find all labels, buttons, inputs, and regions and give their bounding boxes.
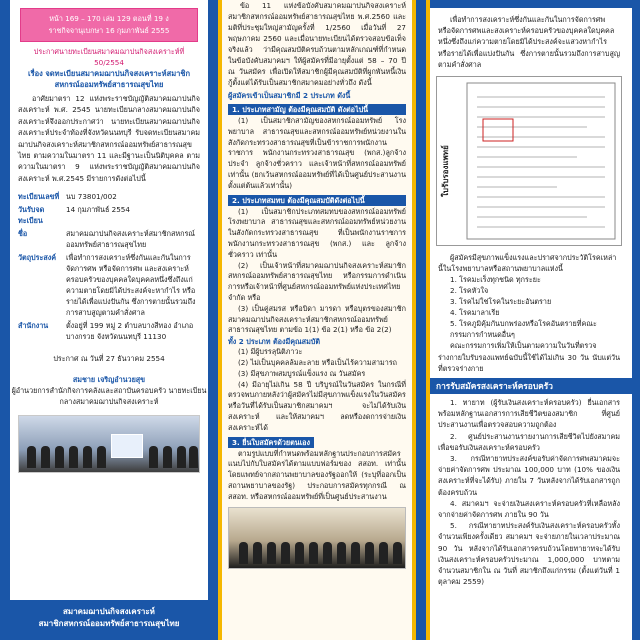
benefits-intro-wrap	[438, 14, 620, 70]
footer-line-1: สมาคมฌาปนกิจสงเคราะห์	[63, 607, 155, 616]
requirements-list	[438, 274, 620, 340]
declaration-heading	[18, 46, 200, 90]
column-membership	[218, 0, 416, 640]
ordinary-criteria	[228, 116, 406, 192]
family-benefit-steps	[438, 397, 620, 587]
info-key: วัตถุประสงค์	[18, 253, 57, 263]
declaration-number: ประกาศนายทะเบียนสมาคมฌาปนกิจสงเคราะห์ที่ 50/2554	[33, 47, 185, 67]
requirements-outro: คณะกรรมการเพิ่มให้เป็นตามความในวันที่ตรวจร่างกายใบรับรองแพทย์ฉบับนี้ใช้ได้ไม่เกิน 30 วัน นับแต่วันที่ตรวจร่างกาย	[438, 341, 620, 373]
footer-line-2: สมาชิกสหกรณ์ออมทรัพย์สาธารณสุขไทย	[38, 619, 180, 628]
list-item: 3. กรณีทายาทประสงค์ขอรับค่าจัดการศพสมาคมจะจ่ายค่าจัดการศพ ประมาณ 100,000 บาท (10% ของเงินสงเคราะห์ที่จะได้รับ) ภายใน 7 วันหลังจากได้รับเอกสารถูกต้องครบถ้วน	[438, 454, 620, 497]
declaration-title: เรื่อง จดทะเบียนสมาคมฌาปนกิจสงเคราะห์สมาชิกสหกรณ์ออมทรัพย์สาธารณสุขไทย	[28, 69, 190, 89]
list-item: 5. กรณีทายาทประสงค์รับเงินสงเคราะห์ครอบครัวทั้งจำนวนเพียงครั้งเดียว สมาคมฯ จะจ่ายภายในเวลาประมาณ 90 วัน หลังจากได้รับเอกสารครบถ้วนโดยทายาทจะได้รับเงินสงเคราะห์ครอบครัวประมาณ 1,000,000 บาทตามจำนวนสมาชิกใน ณ วันที่ สมาชิกถึงแก่กรรม (ตั้งแต่วันที่ 1 ตุลาคม 2559)	[438, 521, 620, 587]
type-associate-bar: 2. ประเภทสมทบ ต้องมีคุณสมบัติดังต่อไปนี้	[228, 195, 406, 206]
info-key: วันรับจดทะเบียน	[18, 205, 45, 226]
certificate-form-graphic	[437, 77, 621, 245]
gazette-line-2: ราชกิจจานุเบกษา 16 กุมภาพันธ์ 2555	[48, 26, 170, 35]
membership-content	[228, 0, 406, 503]
signer-title: ผู้อำนวยการสำนักกิจการคลังและสถาบันครอบครัว นายทะเบียนกลางสมาคมฌาปนกิจสงเคราะห์	[11, 386, 207, 407]
requirements-wrap	[438, 252, 620, 374]
announcement-paragraph: อาศัยมาตรา 12 แห่งพระราชบัญญัติสมาคมฌาปนกิจสงเคราะห์ พ.ศ. 2545 นายทะเบียนกลางสมาคมฌาปนกิจสงเคราะห์จึงออกประกาศว่า นายทะเบียนสมาคมฌาปนกิจสงเคราะห์ประจำท้องที่จังหวัดนนทบุรี รับจดทะเบียนสมาคมฌาปนกิจสงเคราะห์สมาชิกสหกรณ์ออมทรัพย์สาธารณสุขไทย ตามความในมาตรา 11 และมีฐานะเป็นนิติบุคคล ตามความในมาตรา 9 แห่งพระราชบัญญัติสมาคมฌาปนกิจสงเคราะห์ พ.ศ.2545 มีรายการดังต่อไปนี้	[18, 94, 200, 183]
group-photo	[18, 415, 200, 473]
common-criteria-heading: ทั้ง 2 ประเภท ต้องมีคุณสมบัติ	[228, 337, 321, 347]
list-item: 4. สมาคมฯ จะจ่ายเงินสงเคราะห์ครอบครัวที่เหลือหลังจากจ่ายค่าจัดการศพ ภายใน 90 วัน	[438, 498, 620, 520]
column-announcement	[10, 0, 208, 640]
announcement-date: ประกาศ ณ วันที่ 27 ธันวาคม 2554	[53, 354, 165, 364]
info-key: สำนักงาน	[18, 321, 49, 331]
type-ordinary-bar: 1. ประเภทสามัญ ต้องมีคุณสมบัติ ดังต่อไปนี้	[228, 104, 406, 115]
top-band	[426, 0, 632, 8]
list-item: 5. โรคภูมิคุ้มกันบกพร่องหรือโรคอันตรายที่คณะกรรมการกำหนดอื่นๆ	[450, 319, 597, 340]
list-item: (3) มีสุขภาพสมบูรณ์แข็งแรง ณ วันสมัคร	[238, 368, 366, 378]
info-value: 14 กุมภาพันธ์ 2554	[66, 205, 130, 215]
meeting-photo	[228, 507, 406, 569]
list-item: 2. โรคหัวใจ	[450, 286, 489, 296]
apply-in-person-text: ตามรูปแบบที่กำหนดพร้อมหลักฐานประกอบการสมัครแนบไปกับใบสมัครได้ตามแบบฟอร์มของ สสอท. เท่านั้น โดยแพทย์จากสถานพยาบาลของรัฐออกให้ (ระบุที่ออกเป็นสถานพยาบาลของรัฐ) ประกอบการสมัครทุกกรณี ณ สสอท. หรือสหกรณ์ออมทรัพย์ที่เป็นศูนย์ประสานงาน	[228, 448, 406, 501]
accent-stripe	[426, 0, 430, 640]
list-item: (3) เป็นคู่สมรส หรือบิดา มารดา หรือบุตรของสมาชิกสมาคมฌาปนกิจสงเคราะห์สมาชิกสหกรณ์ออมทรัพย์สาธารณสุขไทย ตามข้อ 1(1) ข้อ 2(1) หรือ ข้อ 2(2)	[228, 303, 406, 335]
list-item: (2) ไม่เป็นบุคคลล้มละลาย หรือเป็นไร้ความสามารถ	[238, 357, 398, 367]
accent-stripe-right	[412, 0, 416, 640]
list-item: (1) มีผู้บรรลุนิติภาวะ	[238, 347, 303, 357]
membership-intro: ข้อ 11 แห่งข้อบังคับสมาคมฌาปนกิจสงเคราะห์สมาชิกสหกรณ์ออมทรัพย์สาธารณสุขไทย พ.ศ.2560 และมติที่ประชุมใหญ่สามัญครั้งที่ 1/2560 เมื่อวันที่ 27 พฤษภาคม 2560 และเมื่อนายทะเบียนได้ตรวจสอบข้อเท็จจริงแล้ว ว่ามีคุณสมบัติครบถ้วนตามหลักเกณฑ์ที่กำหนดในข้อบังคับสมาคมฯ ให้ผู้สมัครที่มีอายุตั้งแต่ 58 – 70 ปี ณ วันสมัคร เพื่อเปิดให้สมาชิกผู้มีคุณสมบัติที่ผูกพันหนี้เงินกู้ตั้งแต่ได้รับเป็นสมาชิกสมาคมอย่างทั่วถึง ดังนี้	[228, 1, 406, 87]
certificate-label: ใบรับรองแพทย์	[441, 145, 450, 198]
column-benefits	[426, 0, 632, 640]
associate-criteria	[228, 207, 406, 337]
membership-heading: ผู้สมัครเข้าเป็นสมาชิกมี 2 ประเภท ดังนี้	[228, 91, 351, 100]
registration-info-table	[18, 190, 200, 343]
common-criteria	[228, 347, 406, 433]
info-value: สมาคมฌาปนกิจสงเคราะห์สมาชิกสหกรณ์ออมทรัพย์สาธารณสุขไทย	[66, 229, 195, 250]
association-footer	[10, 600, 208, 640]
info-row	[18, 251, 200, 319]
medical-certificate-image	[436, 76, 622, 246]
list-item: 3. โรคไม่ใช่โรคในระยะอันตราย	[450, 297, 552, 307]
info-key: ชื่อ	[18, 229, 28, 239]
info-key: ทะเบียนเลขที่	[18, 192, 60, 202]
info-row	[18, 227, 200, 251]
list-item: (1) เป็นสมาชิกประเภทสมทบของสหกรณ์ออมทรัพย์โรงพยาบาล สาธารณสุขและสหกรณ์ออมทรัพย์หน่วยงานในสังกัดกระทรวงสาธารณสุข ที่เป็นพนักงานราชการ พนักงานกระทรวงสาธารณสุข (พกส.) และ ลูกจ้างชั่วคราว เท่านั้น	[228, 206, 406, 259]
list-item: 2. ศูนย์ประสานงานรายงานการเสียชีวิตไปยังสมาคมเพื่อขอรับเงินสงเคราะห์ครอบครัว	[438, 431, 620, 452]
gazette-reference-box	[20, 8, 198, 42]
accent-stripe-left	[218, 0, 222, 640]
apply-in-person-bar: 3. ยื่นใบสมัครด้วยตนเอง	[228, 437, 314, 448]
info-row	[18, 190, 200, 203]
gazette-line-1: หน้า 169 – 170 เล่ม 129 ตอนที่ 19 ง	[49, 14, 169, 23]
info-value: เพื่อทำการสงเคราะห์ซึ่งกันและกันในการจัดการศพ หรือจัดการศพ และสงเคราะห์ครอบครัวของบุคคลใดบุคคลหนึ่งซึ่งถึงแก่ความตายโดยมิได้ประสงค์จะหากำไร หรือรายได้เพื่อแบ่งปันกัน ซึ่งการตายนั้นรวมถึงการสาบสูญตามคำสั่งศาล	[66, 253, 196, 318]
list-item: 4. โรคมาลาเรีย	[450, 308, 500, 318]
info-value: นบ 73801/002	[66, 192, 117, 202]
info-row	[18, 319, 200, 343]
list-item: (1) เป็นสมาชิกสามัญของสหกรณ์ออมทรัพย์ โรงพยาบาล สาธารณสุขและสหกรณ์ออมทรัพย์หน่วยงานในสังกัดกระทรวงสาธารณสุขที่เป็นข้าราชการพนักงานราชการ พนักงานกระทรวงสาธารณสุข (พกส.)ลูกจ้างประจำ ลูกจ้างชั่วคราว และเจ้าหน้าที่สหกรณ์ออมทรัพย์ เท่านั้น (ยกเว้นสหกรณ์ออมทรัพย์ที่ได้เป็นศูนย์ประสานงานตั้งแต่ต้นแล้วเท่านั้น)	[228, 116, 406, 190]
info-value: ตั้งอยู่ที่ 199 หมู่ 2 ตำบลบางสีทอง อำเภอบางกรวย จังหวัดนนทบุรี 11130	[66, 321, 194, 342]
signature-block	[10, 374, 208, 407]
list-item: (4) มีอายุไม่เกิน 58 ปี บริบูรณ์ในวันสมัคร ในกรณีที่ตรวจพบภายหลังว่าผู้สมัครไม่มีสุขภาพแข็งแรงในวันสมัคร หรือวันที่ได้รับเป็นสมาชิกสมาคมฯ จะไม่ได้รับเงินสงเคราะห์ และให้สมาคมฯ ลดหรืองดการจ่ายเงินสงเคราะห์ได้	[228, 379, 406, 432]
signer-name: สมชาย เจริญอำนวยสุข	[72, 375, 146, 385]
requirements-intro: ผู้สมัครมีสุขภาพแข็งแรงและปราศจากประวัติโรคเหล่านี้ในโรงพยาบาลหรือสถานพยาบาลแห่งนี้	[438, 253, 617, 274]
list-item: 1. โรคมะเร็งทุกชนิด ทุกระยะ	[450, 275, 541, 285]
benefits-intro: เพื่อทำการสงเคราะห์ซึ่งกันและกันในการจัดการศพ หรือจัดการศพและสงเคราะห์ครอบครัวของบุคคลใดบุคคลหนึ่งซึ่งถึงแก่ความตายโดยมิได้ประสงค์จะแสวงหากำไร หรือรายได้เพื่อแบ่งปันกัน ซึ่งการตายนั้นรวมถึงการสาบสูญตามคำสั่งศาล	[438, 15, 620, 69]
list-item: (2) เป็นเจ้าหน้าที่สมาคมฌาปนกิจสงเคราะห์สมาชิกสหกรณ์ออมทรัพย์สาธารณสุขไทย หรือกรรมการดำเนินการหรือเจ้าหน้าที่ศูนย์สหกรณ์ออมทรัพย์แห่งประเทศไทย จำกัด หรือ	[228, 260, 406, 302]
family-benefit-section-title: การรับสมัครสงเคราะห์ครอบครัว	[426, 378, 632, 394]
list-item: 1. ทายาท (ผู้รับเงินสงเคราะห์ครอบครัว) ยื่นเอกสารพร้อมหลักฐานเอกสารการเสียชีวิตของสมาชิก ที่ศูนย์ประสานงานเพื่อตรวจสอบความถูกต้อง	[438, 398, 620, 430]
info-row	[18, 203, 200, 227]
